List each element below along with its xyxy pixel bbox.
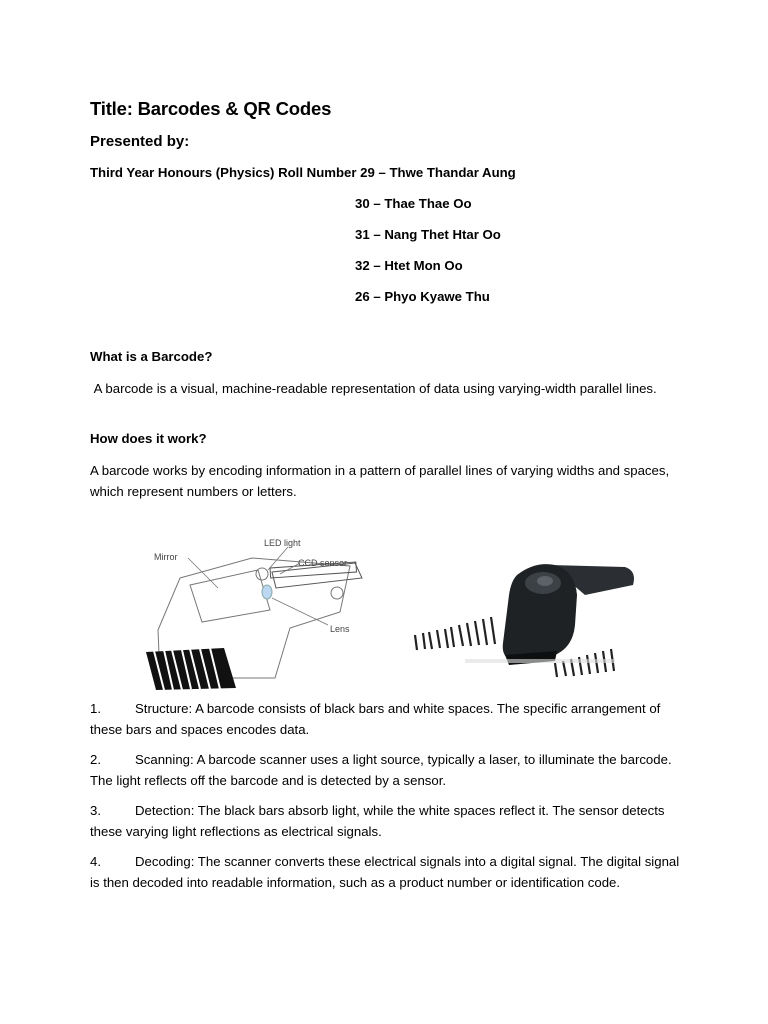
presented-by-heading: Presented by:	[90, 133, 190, 150]
scanner-device	[503, 564, 634, 665]
presenter-intro: Third Year Honours (Physics) Roll Number 29 – Thwe Thandar Aung	[90, 165, 516, 180]
presenter-item: 31 – Nang Thet Htar Oo	[355, 227, 501, 242]
scanner-diagram	[140, 530, 380, 690]
presenter-item: 26 – Phyo Kyawe Thu	[355, 289, 490, 304]
step-number: 2.	[90, 752, 101, 767]
step-item	[90, 699, 680, 740]
step-text: Structure: A barcode consists of black bars and white spaces. The specific arrangement of these bars and spaces encodes data.	[90, 701, 661, 737]
step-text: Detection: The black bars absorb light, while the white spaces reflect it. The sensor detects these varying light reflections as electrical signals.	[90, 803, 665, 839]
label-led: LED light	[264, 538, 301, 548]
what-heading: What is a Barcode?	[90, 349, 213, 364]
step-item	[90, 801, 680, 842]
how-heading: How does it work?	[90, 431, 207, 446]
scanner-photo	[405, 555, 640, 685]
label-lens: Lens	[330, 624, 350, 634]
label-mirror: Mirror	[154, 552, 178, 562]
step-number: 1.	[90, 701, 101, 716]
document-title: Title: Barcodes & QR Codes	[90, 98, 332, 119]
step-number: 3.	[90, 803, 101, 818]
step-text: Decoding: The scanner converts these electrical signals into a digital signal. The digital signal is then decoded into readable information, such as a product number or identification code.	[90, 854, 680, 890]
step-item	[90, 852, 680, 893]
presenter-item: 30 – Thae Thae Oo	[355, 196, 472, 211]
label-ccd: CCD sensor	[298, 558, 348, 568]
what-text: A barcode is a visual, machine-readable representation of data using varying-width parallel lines.	[90, 381, 657, 396]
presenter-item: 32 – Htet Mon Oo	[355, 258, 463, 273]
step-text: Scanning: A barcode scanner uses a light source, typically a laser, to illuminate the barcode. The light reflects off the barcode and is detected by a sensor.	[90, 752, 672, 788]
how-text: A barcode works by encoding information in a pattern of parallel lines of varying widths and spaces, which represent numbers or letters.	[90, 463, 670, 499]
step-item	[90, 750, 680, 791]
step-number: 4.	[90, 854, 101, 869]
